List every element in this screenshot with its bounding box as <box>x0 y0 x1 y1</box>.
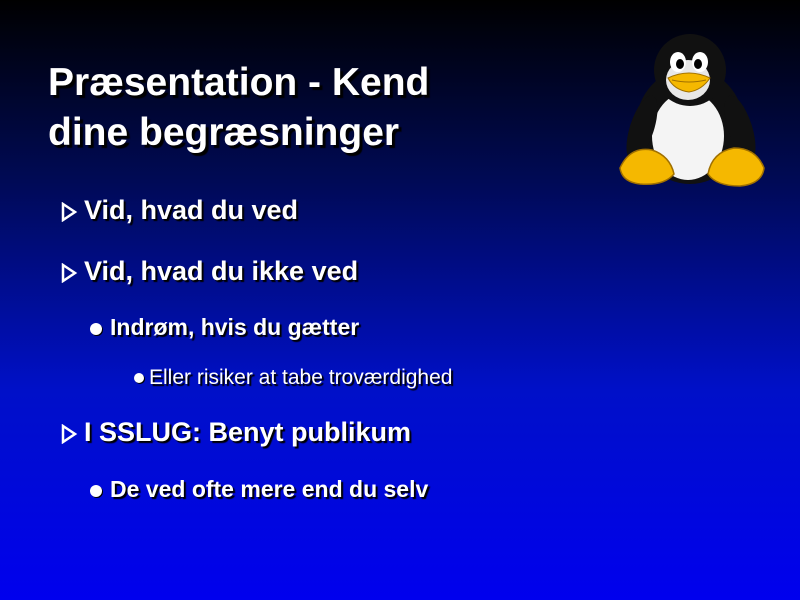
dot-icon <box>134 373 144 383</box>
bullet-2 <box>60 256 358 287</box>
slide-title <box>48 58 568 158</box>
bullet-4 <box>134 366 452 390</box>
bullet-5 <box>60 417 411 448</box>
hollow-arrow-icon <box>60 263 78 283</box>
hollow-arrow-icon <box>60 202 78 222</box>
bullet-text: Indrøm, hvis du gætter <box>110 314 360 340</box>
bullet-text: De ved ofte mere end du selv <box>110 476 429 502</box>
bullet-text: I SSLUG: Benyt publikum <box>84 417 412 447</box>
bullet-text: Eller risiker at tabe troværdighed <box>149 366 453 389</box>
bullet-text: Vid, hvad du ved <box>84 195 299 225</box>
dot-icon <box>90 323 102 335</box>
hollow-arrow-icon <box>60 424 78 444</box>
slide-title-line-1: Præsentation - Kend <box>48 61 430 104</box>
bullet-1 <box>60 195 298 226</box>
slide-title-line-2: dine begræsninger <box>48 111 400 154</box>
bullet-6 <box>90 476 428 503</box>
bullet-3 <box>90 314 359 341</box>
bullet-text: Vid, hvad du ikke ved <box>84 256 359 286</box>
penguin-icon <box>612 28 768 188</box>
dot-icon <box>90 485 102 497</box>
